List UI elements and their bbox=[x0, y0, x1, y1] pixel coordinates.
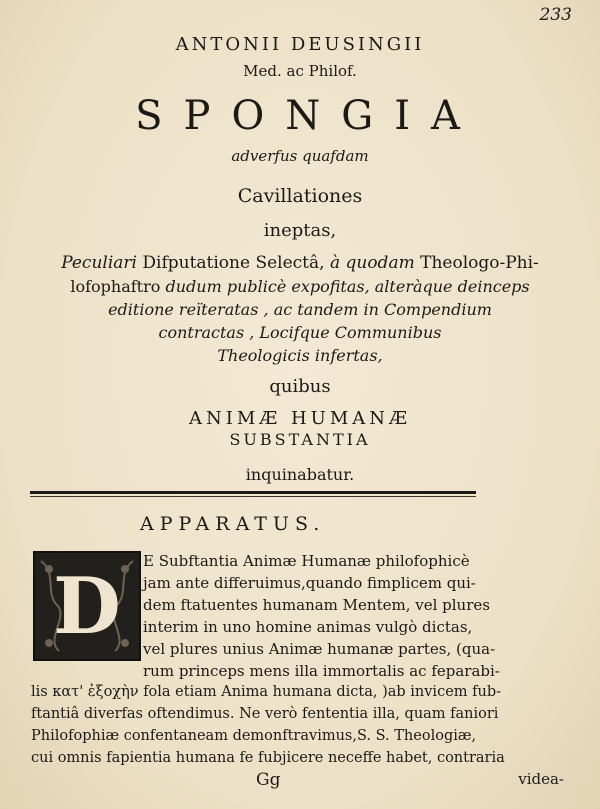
body-line: interim in uno homine animas vulgò dictas, bbox=[143, 618, 473, 636]
cavillationes-line: Cavillationes bbox=[237, 185, 363, 207]
body-line: jam ante differuimus,quando fimplicem qui- bbox=[143, 574, 476, 592]
subtitle-line-5: Theologicis infertas, bbox=[217, 346, 383, 365]
subtitle-italic-1: Peculiari bbox=[61, 253, 137, 273]
ineptas-line: ineptas, bbox=[263, 220, 337, 241]
body-line: ftantiâ diverfas oftendimus. Ne verò fententia illa, quam faniori bbox=[31, 706, 499, 722]
section-heading: APPARATUS. bbox=[140, 513, 326, 535]
inquinabatur-line: inquinabatur. bbox=[245, 465, 355, 484]
adversus-line: adverfus quafdam bbox=[231, 147, 369, 165]
main-title: SPONGIA bbox=[135, 93, 481, 139]
section-rule-thin bbox=[30, 496, 476, 497]
subtitle-italic-3: dudum publicè expofitas, alteràque deinceps bbox=[165, 277, 530, 296]
subtitle-line-2 bbox=[0, 277, 600, 296]
credentials-line: Med. ac Philof. bbox=[243, 62, 357, 80]
body-line: rum princeps mens illa immortalis ac feparabi- bbox=[143, 662, 500, 680]
page-number: 233 bbox=[539, 5, 572, 25]
body-line: Philofophiæ confentaneam demonftravimus,S. S. Theologiæ, bbox=[31, 728, 477, 744]
body-line: vel plures unius Animæ humanæ partes, (qua- bbox=[143, 640, 496, 658]
author-line: ANTONII DEUSINGII bbox=[175, 34, 425, 55]
subtitle-roman-1: Difputatione Selectâ, bbox=[142, 253, 325, 273]
body-line: dem ftatuentes humanam Mentem, vel plures bbox=[143, 596, 490, 614]
subtitle-roman-2: Theologo-Phi- bbox=[420, 253, 539, 273]
subtitle-line-3: editione reïteratas , ac tandem in Compendium bbox=[108, 300, 492, 319]
body-line: cui omnis fapientia humana fe fubjicere neceffe habet, contraria bbox=[31, 750, 505, 766]
signature-mark: Gg bbox=[256, 770, 281, 790]
body-line: lis κατ' ἐξοχὴν fola etiam Anima humana dicta, )ab invicem fub- bbox=[31, 684, 502, 700]
catchword: videa- bbox=[518, 770, 564, 788]
anima-humanae-line: ANIMÆ HUMANÆ bbox=[188, 408, 412, 429]
subtitle-roman-3: lofophaftro bbox=[70, 277, 161, 296]
subtitle-line-1 bbox=[0, 253, 600, 273]
quibus-line: quibus bbox=[269, 376, 331, 397]
substantia-line: SUBSTANTIA bbox=[229, 430, 371, 449]
section-rule-thick bbox=[30, 491, 476, 494]
subtitle-italic-2: à quodam bbox=[329, 253, 415, 273]
decorated-initial bbox=[33, 551, 141, 661]
subtitle-line-4: contractas , Locifque Communibus bbox=[158, 323, 442, 342]
body-line: E Subftantia Animæ Humanæ philofophicè bbox=[143, 552, 470, 570]
initial-letter: D bbox=[53, 560, 121, 652]
